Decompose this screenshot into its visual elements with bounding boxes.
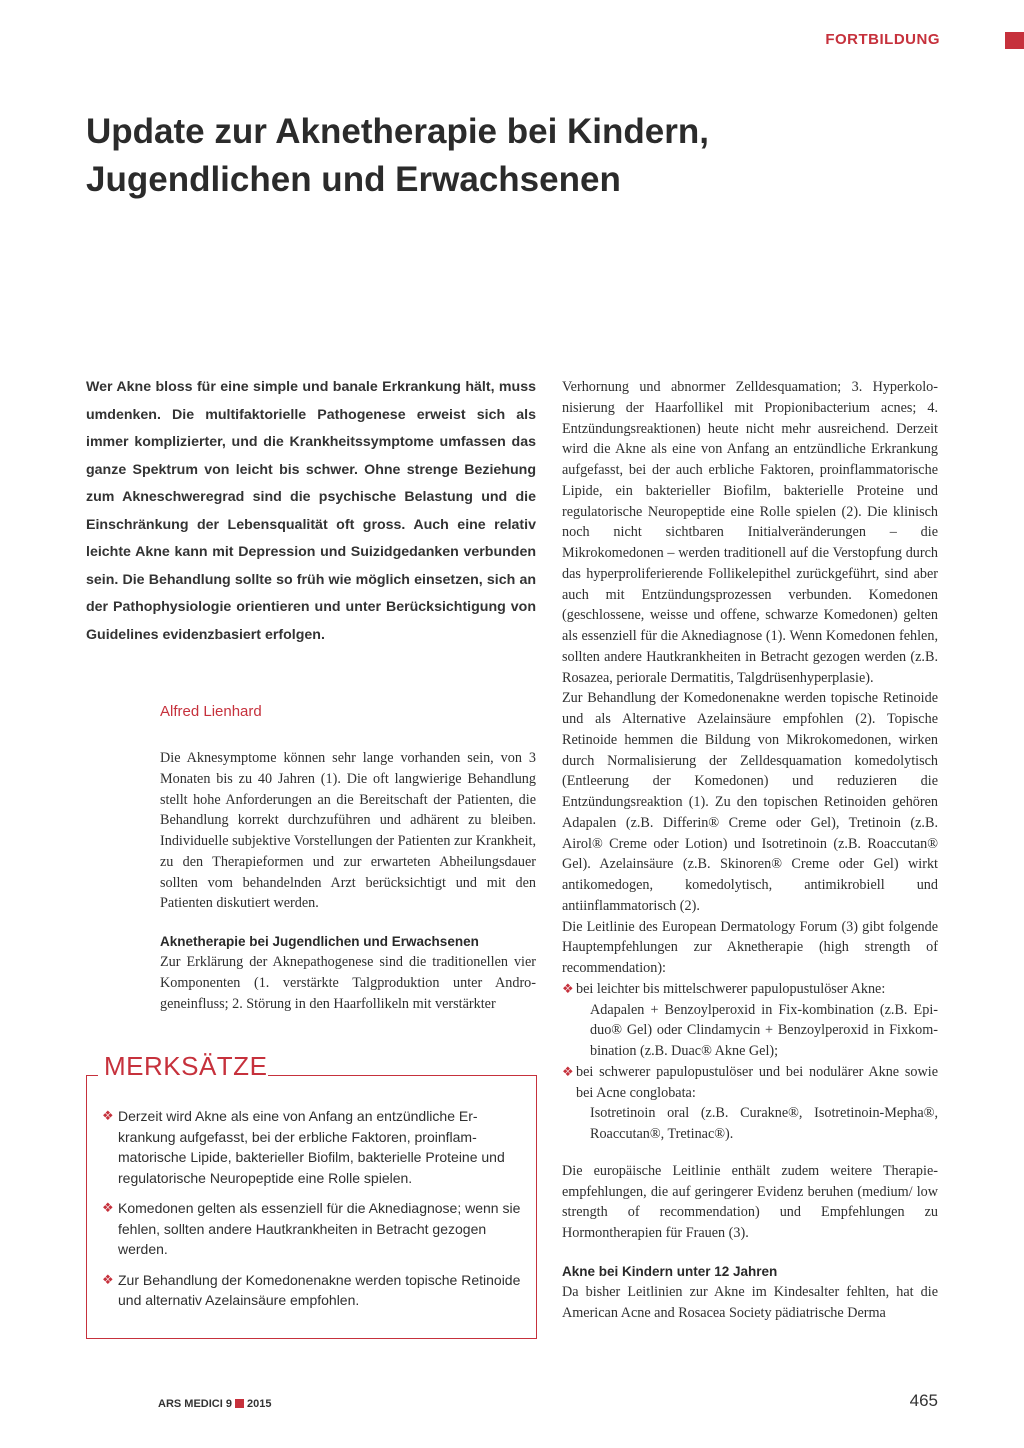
recommendation-item: [562, 1062, 938, 1145]
right-paragraph-1: Verhornung und abnormer Zelldesquamation; 3. Hyperkolonisierung der Haarfollikel mit Propionibacterium acnes; 4. Entzündungsreaktionen) heute nicht mehr ausreichend. Derzeit wird die Akne als eine von Anfang an entzündliche Erkrankung aufgefasst, bei der auch erbliche Faktoren, proinflammatorische Lipide, ein bakterieller Biofilm, bakterielle Proteine und regulatorische Neuropeptide eine Rolle spielen (2). Die klinisch noch nicht sichtbaren Initialveränderungen – die Mikrokomedonen – werden traditionell auf die Verstopfung durch das hyperproliferierende Follikelepithel zurückgeführt, sind aber auch mit Entzündungsprozessen verbunden. Komedonen (geschlossene, weisse und offene, schwarze Komedonen) gelten als essenziell für die Aknediagnose (1). Wenn Komedonen fehlen, sollten andere Hautkrankheiten in Betracht gezogen werden (z.B. Rosazea, periorale Dermatitis, Talgdrüsenhyperplasie).: [562, 379, 938, 686]
right-paragraph-4: Die europäische Leitlinie enthält zudem weitere Therapieempfehlungen, die auf geringerer Evidenz beruhen (medium/ low strength of recommendation) und Empfehlungen zu Hormontherapien für Frauen (3).: [562, 1162, 938, 1241]
section-label: FORTBILDUNG: [825, 31, 940, 48]
title-line-2: Jugendlichen und Erwachsenen: [86, 160, 621, 199]
recommendation-detail: Adapalen + Benzoylperoxid in Fix-kombination (z.B. Epiduo® Gel) oder Clindamycin + Benzoylperoxid in Fixkombination (z.B. Duac® Akne Gel);: [590, 1001, 938, 1059]
merksaetze-item: [102, 1106, 522, 1188]
page-number: 465: [909, 1391, 938, 1410]
merksaetze-item-text: Komedonen gelten als essenziell für die Aknediagnose; wenn sie fehlen, sollten andere Hautkrankheiten in Betracht gezogen werden.: [118, 1200, 521, 1257]
intro-paragraph: Die Aknesymptome können sehr lange vorhanden sein, von 3 Monaten bis zu 40 Jahren (1). Die oft langwierige Behandlung stellt hohe Anforderungen an die Bereitschaft der Patienten, die Behandlung korrekt durchzuführen und adhärent zu bleiben. Individuelle subjektive Vorstellungen der Patienten zur Krankheit, zu den Therapieformen und zur erwarteten Abheilungsdauer sollten vom behandelnden Arzt berücksichtigt und mit den Patienten diskutiert werden.: [160, 750, 536, 912]
section-adolescents: [160, 932, 536, 1014]
merksaetze-title: MERKSÄTZE: [104, 1051, 268, 1081]
section-heading: Aknetherapie bei Jugendlichen und Erwachsenen: [160, 934, 479, 949]
diamond-bullet-icon: ❖: [102, 1108, 114, 1123]
right-paragraph-2: Zur Behandlung der Komedonenakne werden topische Retinoide und als Alternative Azelainsäure empfohlen (2). Topische Retinoide hemmen die Bildung von Mikrokomedonen, wirken durch Normalisierung der Zelldesquamation komedolytisch (Entleerung der Komedonen) und reduzieren die Entzündungsreaktion (1). Zu den topischen Retinoiden gehören Adapalen (z.B. Differin® Creme oder Gel), Tretinoin (z.B. Airol® Creme oder Lotion) und Isotretinoin (z.B. Roaccutan® Gel). Azelainsäure (z.B. Skinoren® Creme oder Gel) wirkt antikomedogen, komedolytisch, antimikrobiell und antiinflammatorisch (2).: [562, 690, 938, 914]
box-top-rule-right: [268, 1075, 537, 1076]
merksaetze-item-text: Zur Behandlung der Komedonenakne werden topische Retinoide und alternativ Azelainsäure empfohlen.: [118, 1271, 521, 1308]
recommendation-list: [562, 979, 938, 1145]
intro-section: [160, 748, 536, 914]
section-heading-children: Akne bei Kindern unter 12 Jahren: [562, 1263, 778, 1279]
article-title: [86, 108, 886, 204]
footer-journal: [158, 1398, 271, 1410]
journal-year: 2015: [246, 1398, 272, 1410]
recommendation-lead: bei leichter bis mittelschwerer papulopustulöser Akne:: [576, 980, 886, 997]
merksaetze-item-text: Derzeit wird Akne als eine von Anfang an entzündliche Erkrankung aufgefasst, bei der erbliche Faktoren, proinflammatorische Lipide, bakterieller Biofilm, bakterielle Proteine und regulatorische Neuropeptide eine Rolle spielen.: [118, 1108, 505, 1186]
right-paragraph-3: Die Leitlinie des European Dermatology Forum (3) gibt folgende Hauptempfehlungen zur Aknetherapie (high strength of recommendation):: [562, 918, 938, 976]
diamond-bullet-icon: ❖: [562, 1063, 574, 1079]
footer-square-icon: [235, 1399, 244, 1408]
right-paragraph-5: Da bisher Leitlinien zur Akne im Kindesalter fehlten, hat die American Acne and Rosacea Society pädiatrische Derma: [562, 1283, 938, 1321]
recommendation-detail: Isotretinoin oral (z.B. Curakne®, Isotretinoin-Mepha®, Roaccutan®, Tretinac®).: [590, 1105, 938, 1142]
lead-paragraph: Wer Akne bloss für eine simple und banale Erkrankung hält, muss umdenken. Die multifaktorielle Pathogenese erweist sich als immer komplizierter, und die Krankheitssymptome umfassen das ganze Spektrum von leicht bis schwer. Ohne strenge Beziehung zum Akneschweregrad sind die psychische Belastung und die Einschränkung der Lebensqualität oft gross. Auch eine relativ leichte Akne kann mit Depression und Suizidgedanken verbunden sein. Die Behandlung sollte so früh wie möglich einsetzen, sich an der Pathophysiologie orientieren und unter Berücksichtigung von Guidelines evidenzbasiert erfolgen.: [86, 379, 536, 643]
box-top-rule-left: [86, 1075, 98, 1076]
merksaetze-item: [102, 1198, 522, 1260]
merksaetze-item: [102, 1270, 522, 1311]
right-column: [562, 377, 938, 1323]
diamond-bullet-icon: ❖: [562, 980, 574, 996]
merksaetze-list: [102, 1106, 522, 1321]
section-marker-square: [1005, 32, 1024, 49]
section-paragraph: Zur Erklärung der Aknepathogenese sind die traditionellen vier Komponenten (1. verstärkte Talgproduktion unter Androgeneinfluss; 2. Störung in den Haarfollikeln mit verstärkter: [160, 954, 536, 1012]
recommendation-item: [562, 979, 938, 1062]
author-name: Alfred Lienhard: [160, 703, 262, 720]
recommendation-lead: bei schwerer papulopustulöser und bei nodulärer Akne sowie bei Acne conglobata:: [576, 1063, 938, 1101]
diamond-bullet-icon: ❖: [102, 1200, 114, 1215]
title-line-1: Update zur Aknetherapie bei Kindern,: [86, 112, 709, 151]
diamond-bullet-icon: ❖: [102, 1271, 114, 1287]
journal-name: ARS MEDICI 9: [158, 1398, 232, 1410]
